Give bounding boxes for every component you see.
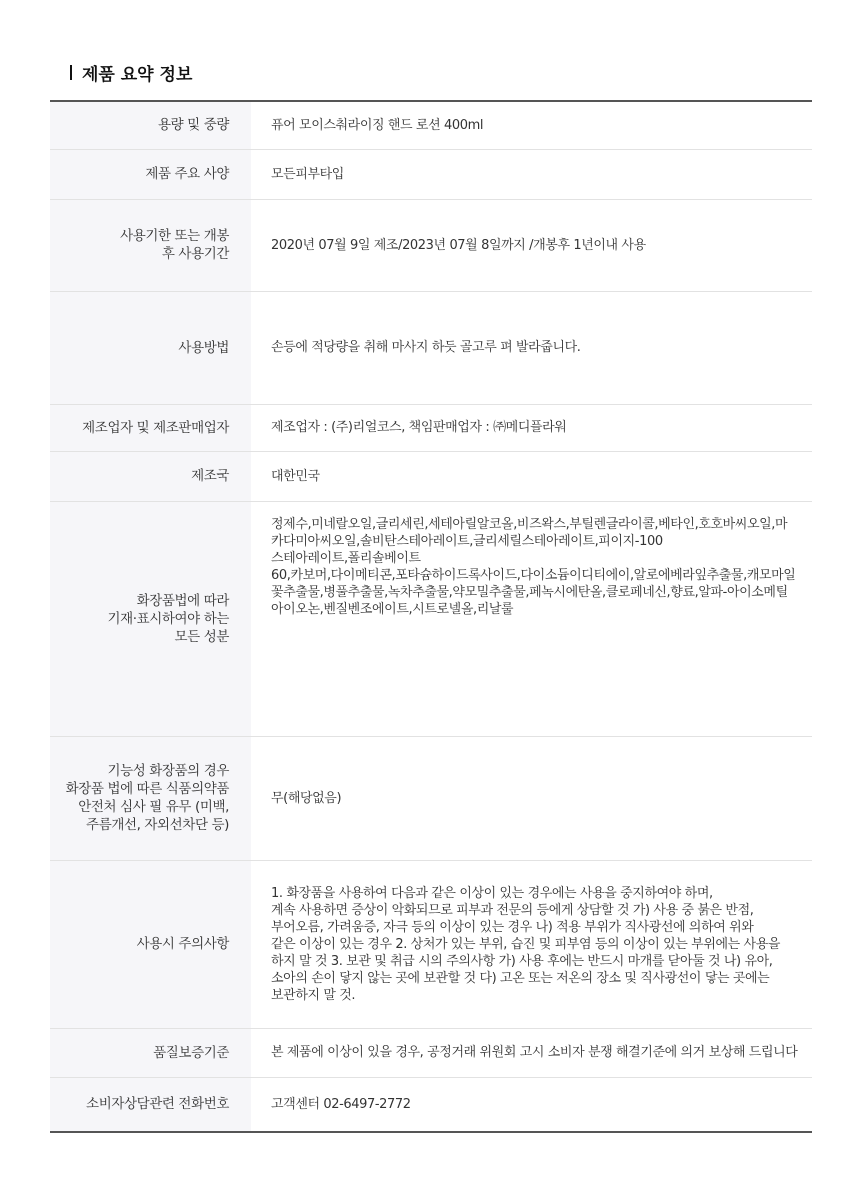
row-value: 모든피부타입 <box>251 149 812 199</box>
table-row-customer-phone <box>50 1077 812 1132</box>
table-row-country <box>50 451 812 501</box>
table-row-ingredients <box>50 501 812 736</box>
table-row-main-spec <box>50 149 812 199</box>
table-row-usage <box>50 291 812 404</box>
row-label: 제조국 <box>50 451 251 501</box>
heading-bar-marker <box>70 65 72 80</box>
table-row-functional-cosmetics <box>50 736 812 860</box>
row-value: 대한민국 <box>251 451 812 501</box>
row-label: 소비자상담관련 전화번호 <box>50 1077 251 1132</box>
section-heading <box>70 60 192 85</box>
row-value: 1. 화장품을 사용하여 다음과 같은 이상이 있는 경우에는 사용을 중지하여야 하며, 계속 사용하면 증상이 악화되므로 피부과 전문의 등에게 상담할 것 가) 사용 중 붉은 반점, 부어오름, 가려움증, 자극 등의 이상이 있는 경우 나) 적용 부위가 직사광선에 의하여 위와 같은 이상이 있는 경우 2. 상처가 있는 부위, 습진 및 피부염 등의 이상이 있는 부위에는 사용을 하지 말 것 3. 보관 및 취급 시의 주의사항 가) 사용 후에는 반드시 마개를 닫아둘 것 나) 유아, 소아의 손이 닿지 않는 곳에 보관할 것 다) 고온 또는 저온의 장소 및 직사광선이 닿는 곳에는 보관하지 말 것. <box>251 860 812 1028</box>
row-label: 용량 및 중량 <box>50 101 251 149</box>
row-label: 사용기한 또는 개봉 후 사용기간 <box>50 199 251 291</box>
row-label: 제품 주요 사양 <box>50 149 251 199</box>
row-label: 사용방법 <box>50 291 251 404</box>
row-value: 손등에 적당량을 취해 마사지 하듯 골고루 펴 발라줍니다. <box>251 291 812 404</box>
table-row-expiry <box>50 199 812 291</box>
table-row-capacity <box>50 101 812 149</box>
row-value: 고객센터 02-6497-2772 <box>271 1096 411 1112</box>
row-value: 본 제품에 이상이 있을 경우, 공정거래 위원회 고시 소비자 분쟁 해결기준에 의거 보상해 드립니다 <box>251 1028 812 1077</box>
row-value: 제조업자 : (주)리얼코스, 책임판매업자 : ㈜메디플라워 <box>251 404 812 451</box>
table-row-precautions <box>50 860 812 1028</box>
row-value: 퓨어 모이스춰라이징 핸드 로션 400ml <box>251 101 812 149</box>
row-value: 2020년 07월 9일 제조/2023년 07월 8일까지 /개봉후 1년이내 사용 <box>251 199 812 291</box>
row-label: 사용시 주의사항 <box>50 860 251 1028</box>
section-title: 제품 요약 정보 <box>82 65 193 85</box>
row-value: 정제수,미네랄오일,글리세린,세테아릴알코올,비즈왁스,부틸렌글라이콜,베타인,호호바씨오일,마 카다미아씨오일,솔비탄스테아레이트,글리세릴스테아레이트,피이지-100 스테아레이트,폴리솔베이트 60,카보머,다이메티콘,포타슘하이드록사이드,다이소듐이디티에이,알로에베라잎추출물,캐모마일 꽃추출물,병풀추출물,녹차추출물,약모밀추출물,페녹시에탄올,클로페네신,향료,알파-아이소메틸 아이오논,벤질벤조에이트,시트로넬올,리날룰 <box>251 501 812 736</box>
row-value: 무(해당없음) <box>251 736 812 860</box>
row-label: 기능성 화장품의 경우 화장품 법에 따른 식품의약품 안전처 심사 필 유무 (미백, 주름개선, 자외선차단 등) <box>50 736 251 860</box>
row-label: 화장품법에 따라 기재·표시하여야 하는 모든 성분 <box>50 501 251 736</box>
table-row-quality-standard <box>50 1028 812 1077</box>
row-label: 제조업자 및 제조판매업자 <box>50 404 251 451</box>
row-label: 품질보증기준 <box>50 1028 251 1077</box>
table-row-manufacturer <box>50 404 812 451</box>
product-info-table <box>50 100 812 1133</box>
